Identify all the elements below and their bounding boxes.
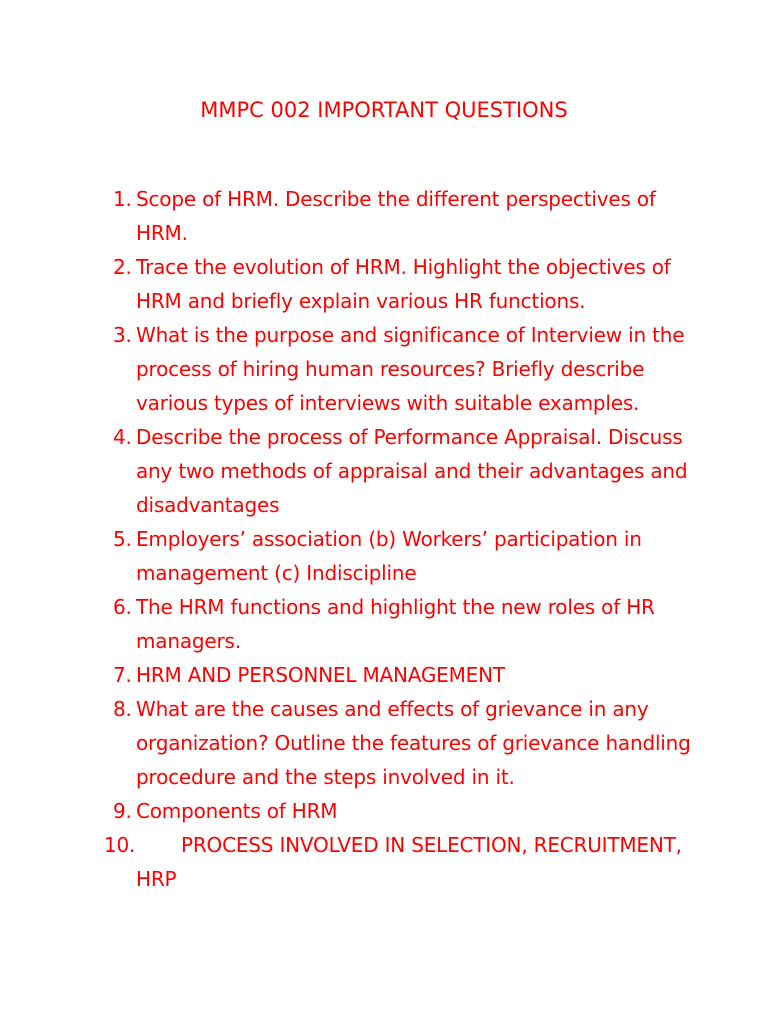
question-item-8 (0, 692, 768, 794)
question-item-9 (0, 794, 768, 828)
question-text: What are the causes and effects of grievance in any organization? Outline the features of grievance handling procedure and the steps involved in it. (136, 697, 691, 789)
question-number: 5. (113, 527, 132, 551)
question-item-5 (0, 522, 768, 590)
question-item-3 (0, 318, 768, 420)
question-item-4 (0, 420, 768, 522)
question-item-10 (0, 828, 768, 896)
question-number: 1. (113, 187, 132, 211)
question-number: 2. (113, 255, 132, 279)
question-number: 9. (113, 799, 132, 823)
question-number: 7. (113, 663, 132, 687)
question-number: 6. (113, 595, 132, 619)
question-number: 8. (113, 697, 132, 721)
question-text: Scope of HRM. Describe the different perspectives of HRM. (136, 187, 656, 245)
question-text: The HRM functions and highlight the new roles of HR managers. (136, 595, 655, 653)
question-text: Trace the evolution of HRM. Highlight the objectives of HRM and briefly explain various HR functions. (136, 255, 671, 313)
question-text: PROCESS INVOLVED IN SELECTION, RECRUITMENT, HRP (136, 833, 682, 891)
question-item-2 (0, 250, 768, 318)
question-item-7 (0, 658, 768, 692)
question-number: 4. (113, 425, 132, 449)
question-list (0, 182, 768, 896)
question-text: Describe the process of Performance Appraisal. Discuss any two methods of appraisal and their advantages and disadvantages (136, 425, 688, 517)
question-item-1 (0, 182, 768, 250)
question-item-6 (0, 590, 768, 658)
question-text: What is the purpose and significance of Interview in the process of hiring human resources? Briefly describe various types of interviews with suitable examples. (136, 323, 685, 415)
question-text: Employers’ association (b) Workers’ participation in management (c) Indiscipline (136, 527, 642, 585)
question-text: HRM AND PERSONNEL MANAGEMENT (136, 663, 505, 687)
question-number: 10. (104, 833, 136, 857)
question-text: Components of HRM (136, 799, 338, 823)
page-title: MMPC 002 IMPORTANT QUESTIONS (200, 98, 568, 122)
question-number: 3. (113, 323, 132, 347)
